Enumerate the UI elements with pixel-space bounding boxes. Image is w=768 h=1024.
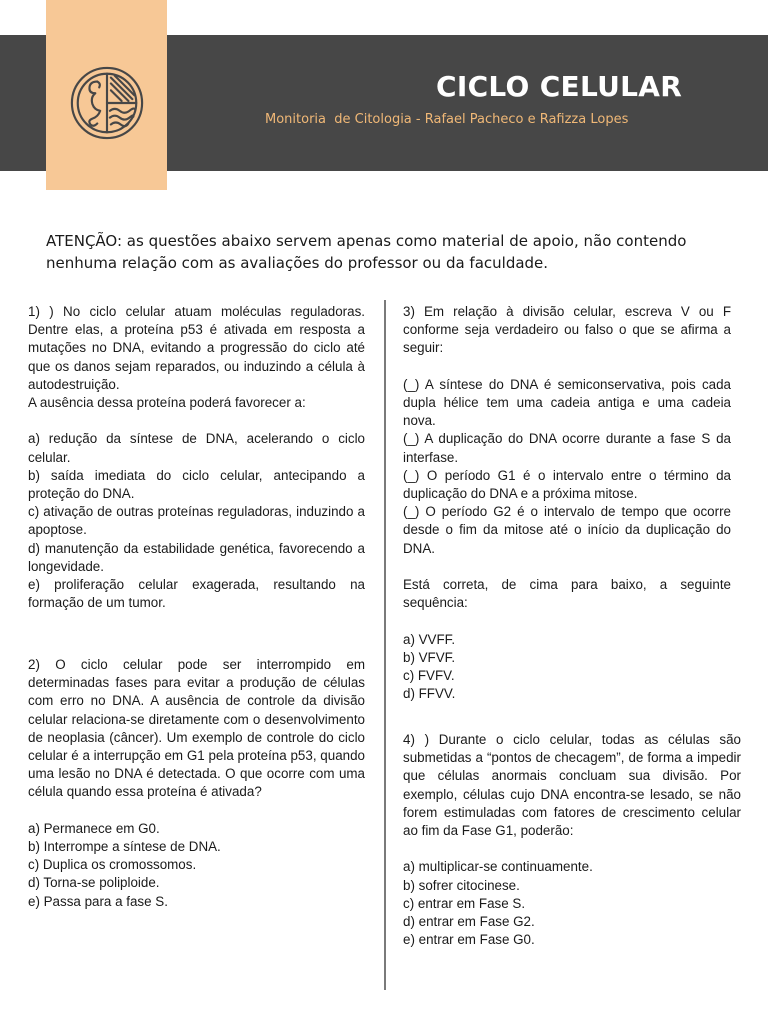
question-stem: 1) ) No ciclo celular atuam moléculas reguladoras. Dentre elas, a proteína p53 é ativada em resposta a mutações no DNA, evitando a progressão do ciclo até que os danos sejam reparados, ou induzindo a célula à autodestruição.	[28, 304, 365, 392]
question-3	[403, 303, 731, 703]
answer-option: d) FFVV.	[403, 686, 456, 702]
question-2	[28, 656, 365, 911]
true-false-statement: (_) O período G2 é o intervalo de tempo que ocorre desde o fim da mitose até o início da duplicação do DNA.	[403, 504, 731, 556]
answer-option: d) entrar em Fase G2.	[403, 914, 535, 930]
answer-option: c) ativação de outras proteínas reguladoras, induzindo a apoptose.	[28, 504, 365, 538]
answer-option: b) VFVF.	[403, 649, 456, 665]
disclaimer-notice: ATENÇÃO: as questões abaixo servem apenas como material de apoio, não contendo nenhuma relação com as avaliações do professor ou da faculdade.	[46, 232, 687, 272]
page-title: CICLO CELULAR	[436, 70, 683, 103]
true-false-statement: (_) A síntese do DNA é semiconservativa, pois cada dupla hélice tem uma cadeia antiga e uma cadeia nova.	[403, 376, 731, 429]
answer-option: b) Interrompe a síntese de DNA.	[28, 839, 221, 855]
answer-option: e) Passa para a fase S.	[28, 893, 168, 909]
question-stem: 2) O ciclo celular pode ser interrompido em determinadas fases para evitar a produção de células com erro no DNA. A ausência de controle da divisão celular relaciona-se diretamente com o desenvolvimento de neoplasia (câncer). Um exemplo de controle do ciclo celular é a interrupção em G1 pela proteína p53, quando uma lesão no DNA é detectada. O que ocorre com uma célula quando essa proteína é ativada?	[28, 657, 365, 800]
seahorse-waves-emblem-icon	[68, 64, 146, 142]
answer-option: b) saída imediata do ciclo celular, antecipando a proteção do DNA.	[28, 467, 365, 502]
question-prompt: Está correta, de cima para baixo, a seguinte sequência:	[403, 577, 731, 611]
answer-option: d) Torna-se poliploide.	[28, 875, 160, 891]
true-false-statement: (_) O período G1 é o intervalo entre o término da duplicação do DNA e a próxima mitose.	[403, 467, 731, 502]
answer-option: a) Permanece em G0.	[28, 820, 160, 836]
answer-option: d) manutenção da estabilidade genética, favorecendo a longevidade.	[28, 540, 365, 574]
answer-option: e) proliferação celular exagerada, resultando na formação de um tumor.	[28, 577, 365, 611]
answer-option: c) Duplica os cromossomos.	[28, 857, 197, 873]
column-divider	[384, 300, 386, 990]
answer-option: c) FVFV.	[403, 668, 455, 684]
page-subtitle: Monitoria de Citologia - Rafael Pacheco e Rafizza Lopes	[265, 112, 629, 127]
true-false-statement: (_) A duplicação do DNA ocorre durante a fase S da interfase.	[403, 431, 731, 465]
question-prompt: A ausência dessa proteína poderá favorecer a:	[28, 395, 306, 411]
answer-option: b) sofrer citocinese.	[403, 877, 520, 893]
answer-option: c) entrar em Fase S.	[403, 895, 526, 911]
answer-option: a) VVFF.	[403, 631, 456, 647]
answer-option: a) multiplicar-se continuamente.	[403, 859, 593, 875]
question-stem: 3) Em relação à divisão celular, escreva V ou F conforme seja verdadeiro ou falso o que se afirma a seguir:	[403, 304, 731, 356]
answer-option: e) entrar em Fase G0.	[403, 932, 535, 948]
question-stem: 4) ) Durante o ciclo celular, todas as células são submetidas a “pontos de checagem”, de forma a impedir que células anormais concluam sua divisão. Por exemplo, células cujo DNA encontra-se lesado, se não forem estimuladas com fatores de crescimento celular ao fim da Fase G1, poderão:	[403, 732, 741, 839]
question-4	[403, 731, 741, 949]
answer-option: a) redução da síntese de DNA, acelerando o ciclo celular.	[28, 431, 365, 465]
question-1	[28, 303, 365, 612]
